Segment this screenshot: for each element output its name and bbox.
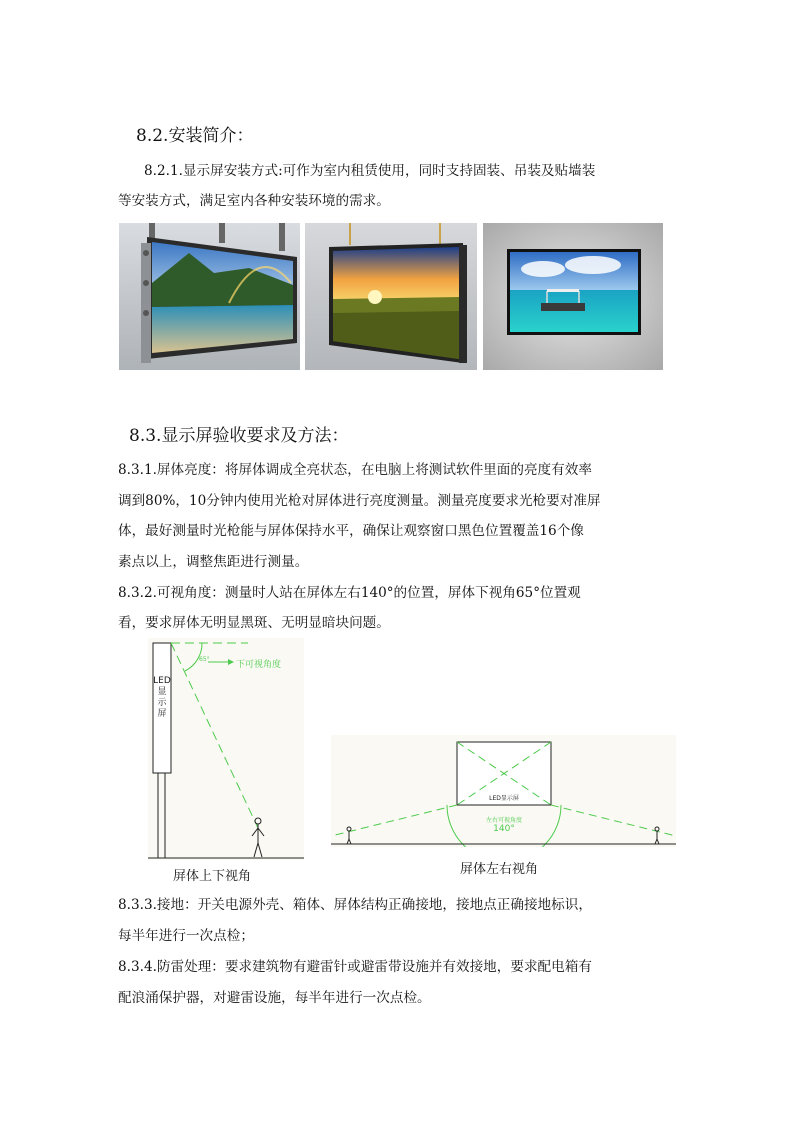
- paragraph-8-3-4-line: 配浪涌保护器，对避雷设施，每半年进行一次点检。: [118, 990, 431, 1006]
- paragraph-8-3-2-line: 8.3.2.可视角度：测量时人站在屏体左右140°的位置，屏体下视角65°位置观: [118, 585, 581, 601]
- photo-rental-led-screen: [119, 223, 300, 370]
- screen-label-line: LED: [153, 676, 171, 686]
- paragraph-8-3-3-line: 8.3.3.接地：开关电源外壳、箱体、屏体结构正确接地，接地点正确接地标识，: [118, 897, 592, 913]
- section-heading-8-2: 8.2.安装简介：: [136, 126, 254, 146]
- screen-label-line: 屏: [157, 709, 167, 719]
- caption-vertical-angle: 屏体上下视角: [173, 869, 252, 884]
- caption-horizontal-angle: 屏体左右视角: [460, 862, 539, 877]
- screen-label: LED显示屏: [489, 795, 519, 802]
- paragraph-8-3-2-line: 看，要求屏体无明显黑斑、无明显暗块问题。: [118, 615, 390, 631]
- paragraph-8-2-1-line2: 等安装方式，满足室内各种安装环境的需求。: [118, 193, 390, 209]
- angle-value-label: 140°: [493, 824, 515, 834]
- paragraph-8-3-1-line: 素点以上，调整焦距进行测量。: [118, 554, 309, 570]
- photo-hanging-led-screen: [305, 223, 477, 370]
- diagram-horizontal-viewing-angle: [331, 735, 676, 847]
- paragraph-8-3-3-line: 每半年进行一次点检；: [118, 928, 254, 944]
- paragraph-8-3-4-line: 8.3.4.防雷处理：要求建筑物有避雷针或避雷带设施并有效接地，要求配电箱有: [118, 959, 592, 975]
- angle-value-label: 65°: [199, 656, 210, 663]
- paragraph-8-2-1-line1: 8.2.1.显示屏安装方式:可作为室内租赁使用，同时支持固装、吊装及贴墙装: [144, 163, 596, 179]
- angle-label: 左右可视角度: [485, 817, 522, 824]
- paragraph-8-3-1-line: 体，最好测量时光枪能与屏体保持水平，确保让观察窗口黑色位置覆盖16个像: [118, 523, 584, 539]
- paragraph-8-3-1-line: 8.3.1.屏体亮度：将屏体调成全亮状态，在电脑上将测试软件里面的亮度有效率: [118, 462, 592, 478]
- screen-label-line: 显: [157, 687, 167, 697]
- angle-label: 下可视角度: [236, 660, 282, 670]
- diagram-vertical-viewing-angle: [148, 638, 304, 860]
- screen-label-line: 示: [157, 698, 167, 708]
- photo-wall-mounted-led-screen: [483, 223, 663, 370]
- paragraph-8-3-1-line: 调到80%，10分钟内使用光枪对屏体进行亮度测量。测量亮度要求光枪要对准屏: [118, 493, 601, 509]
- section-heading-8-3: 8.3.显示屏验收要求及方法：: [129, 426, 349, 446]
